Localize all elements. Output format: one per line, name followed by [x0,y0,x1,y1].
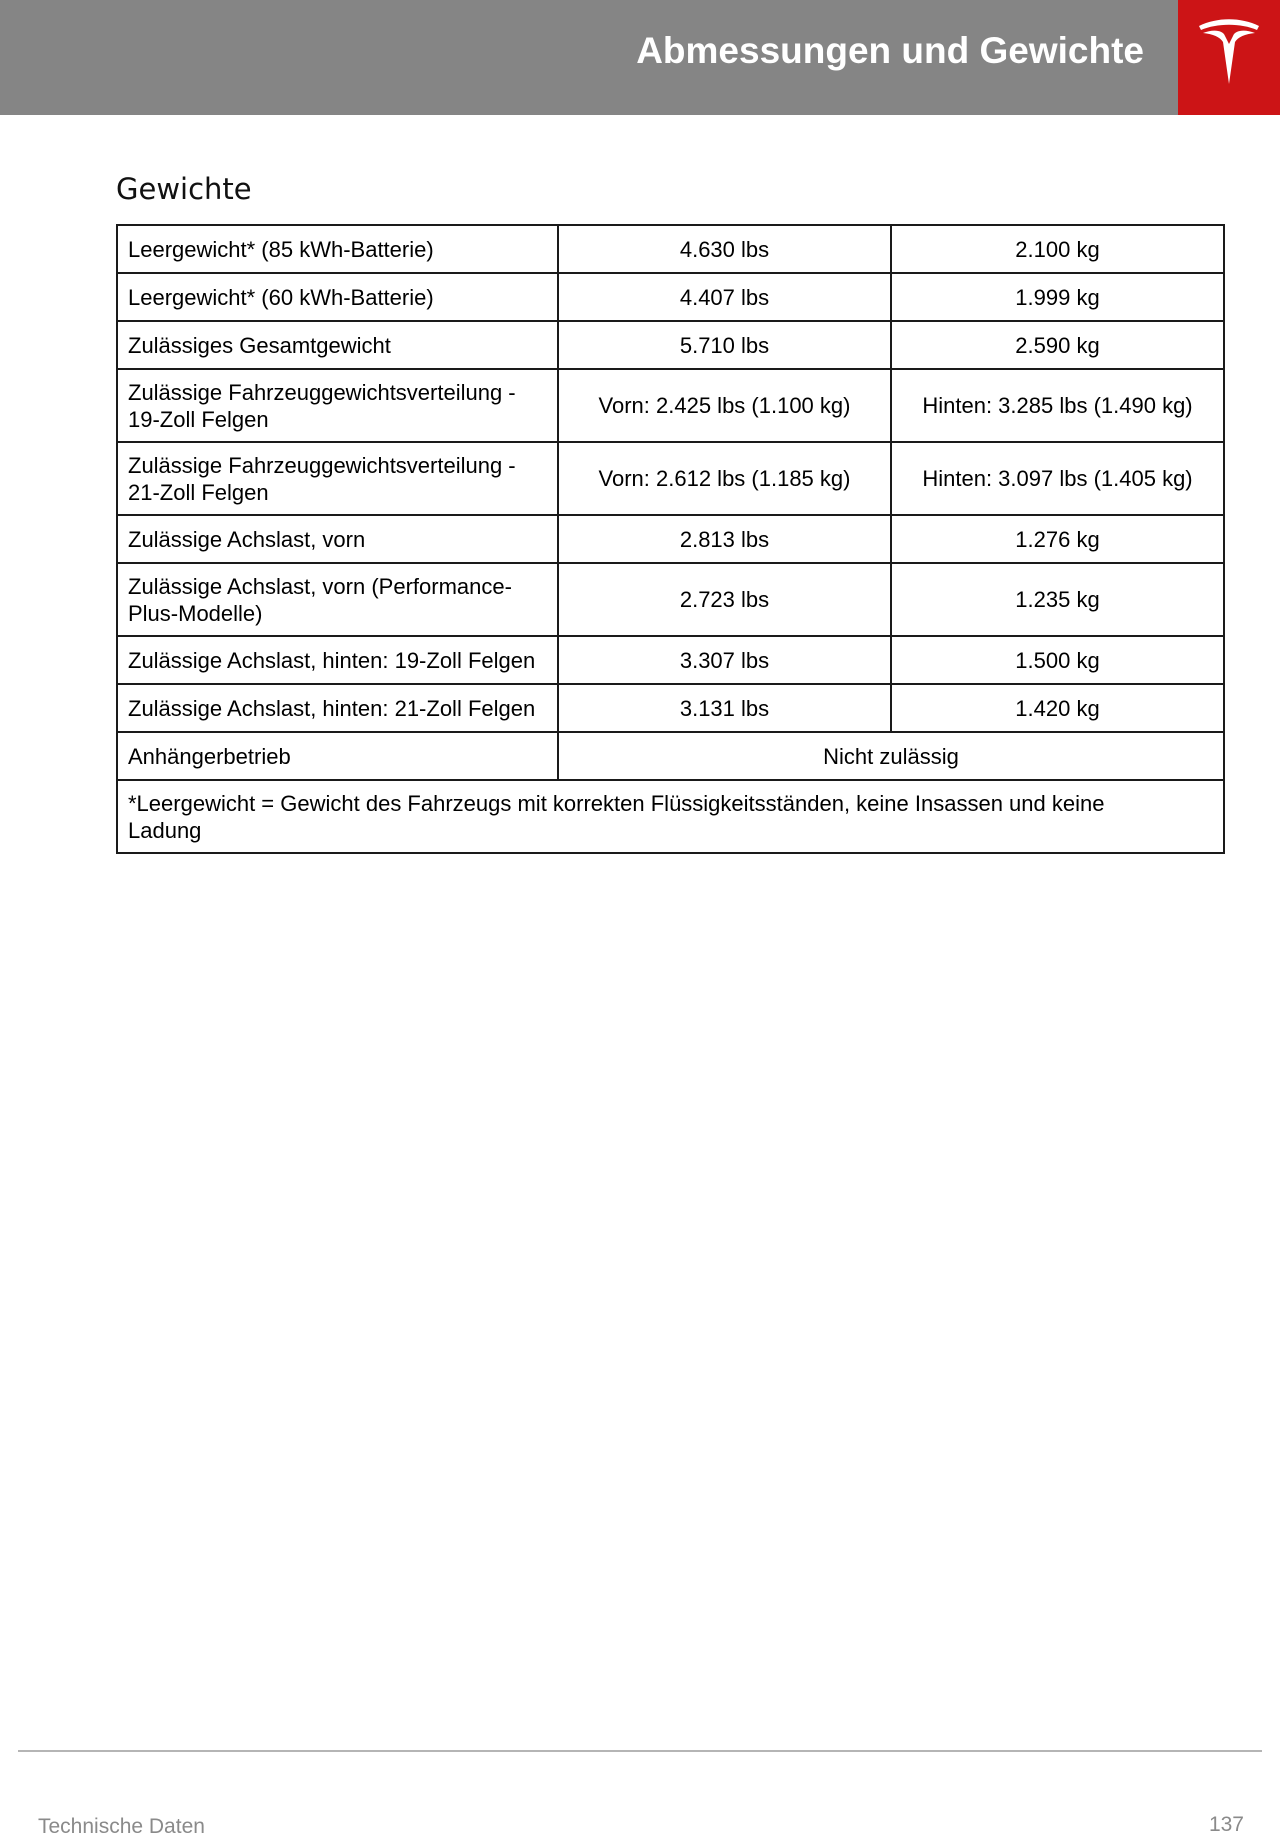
section-title: Gewichte [116,172,252,206]
row-label [117,563,558,636]
row-label: Zulässige Achslast, hinten: 19-Zoll Felgen [117,636,558,684]
footnote [117,780,1224,853]
row-label-line: 19-Zoll Felgen [128,406,269,432]
value-kg: 1.500 kg [891,636,1224,684]
value-rear: Hinten: 3.285 lbs (1.490 kg) [891,369,1224,442]
row-label: Zulässige Achslast, hinten: 21-Zoll Felgen [117,684,558,732]
row-label-line: Zulässige Fahrzeuggewichtsverteilung - [128,452,516,478]
row-label-line: Zulässige Achslast, vorn (Performance- [128,573,512,599]
value-lbs: 2.723 lbs [558,563,891,636]
value-lbs: 4.630 lbs [558,225,891,273]
value-front: Vorn: 2.612 lbs (1.185 kg) [558,442,891,515]
table-row [117,732,1224,780]
table-row [117,321,1224,369]
table-row [117,225,1224,273]
footer-divider [18,1750,1262,1752]
value-kg: 1.420 kg [891,684,1224,732]
value-lbs: 5.710 lbs [558,321,891,369]
value-kg: 1.276 kg [891,515,1224,563]
row-label-line: Plus-Modelle) [128,600,263,626]
footnote-line: Ladung [128,817,202,843]
tesla-t-logo-icon [1197,18,1261,86]
table-row [117,442,1224,515]
row-label: Zulässiges Gesamtgewicht [117,321,558,369]
table-row [117,369,1224,442]
table-row [117,684,1224,732]
table-row [117,563,1224,636]
row-label: Anhängerbetrieb [117,732,558,780]
page-header-title: Abmessungen und Gewichte [636,30,1144,71]
value-lbs: 4.407 lbs [558,273,891,321]
logo-box [1178,0,1280,115]
footnote-line: *Leergewicht = Gewicht des Fahrzeugs mit korrekten Flüssigkeitsständen, keine Insassen und keine [128,790,1105,816]
table-row [117,273,1224,321]
value-lbs: 3.307 lbs [558,636,891,684]
row-label-line: Zulässige Fahrzeuggewichtsverteilung - [128,379,516,405]
value-kg: 1.999 kg [891,273,1224,321]
value-kg: 2.100 kg [891,225,1224,273]
row-label: Leergewicht* (85 kWh-Batterie) [117,225,558,273]
value-rear: Hinten: 3.097 lbs (1.405 kg) [891,442,1224,515]
weights-table [116,224,1225,854]
page-number: 137 [1208,1813,1244,1836]
value-kg: 2.590 kg [891,321,1224,369]
row-label: Zulässige Achslast, vorn [117,515,558,563]
value-front: Vorn: 2.425 lbs (1.100 kg) [558,369,891,442]
merged-value: Nicht zulässig [558,732,1224,780]
row-label [117,442,558,515]
row-label-line: 21-Zoll Felgen [128,479,269,505]
table-footnote-row [117,780,1224,853]
value-kg: 1.235 kg [891,563,1224,636]
table-row [117,636,1224,684]
row-label [117,369,558,442]
value-lbs: 3.131 lbs [558,684,891,732]
footer-section-name: Technische Daten [38,1815,205,1838]
header-band [0,0,1178,115]
table-row [117,515,1224,563]
row-label: Leergewicht* (60 kWh-Batterie) [117,273,558,321]
value-lbs: 2.813 lbs [558,515,891,563]
